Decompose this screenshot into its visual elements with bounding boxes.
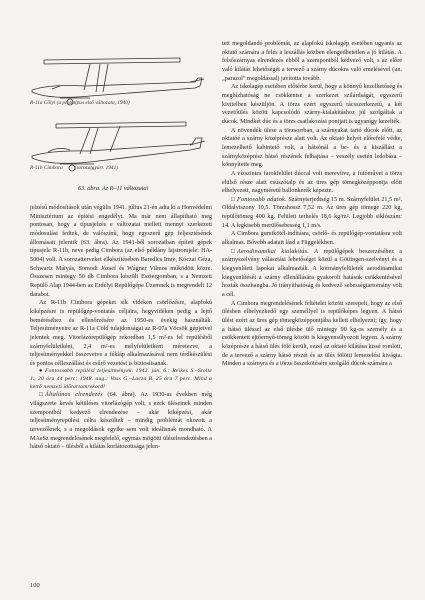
glider-r11a-drawing (32, 58, 204, 105)
right-paragraph-5: □ Fontosabb adatok. Szárnyterjedtség 15 m. Szárnyfelület 21,5 m². Oldalviszony 10,5. Törzshossz 7,52 m. Az üres gép tömege 220 kg, repülőtömeg 400 kg. Felületi terhelés 18,6 kg/m². Legjobb siklószám: 14. A legkisebb merülősebesség 1,1 m/s. (222, 196, 402, 229)
glider-drawings (30, 44, 210, 184)
page-number: 100 (30, 582, 40, 589)
right-column (222, 40, 402, 369)
left-paragraph-1: jelzésű módosítások után végülis 1941. július 21-én adta ki a Honvédelmi Minisztérium az építési engedélyt. Ma már nem állapítható meg pontosan, hogy a típusjelzés e változatai mellett mennyi szerkezeti módosulást fedtek, de valószínű, hogy egyszerű gép feljesztésének állomásait jelentik (63. ábra). Az 1941-ből sorozatban épített gépek típusjele R-11b, neve pedig Cimbora (az első példány lajstromjele: HA-5004) volt. A sorozatterveket elkészítésében Baredics Imre, Kóczai Géza, Schwartz Mátyás, Somodi József és Wágner Vilmos működött közre. Összesen mintegy 50 db Cimbora készült Esztergomban, s a Nemzeti Repülő Alap 1944-ben az Erdélyi Repülőgépe Üzemnek is megrendelt 12 darabot. (30, 205, 212, 298)
section-title-general-layout: Általános elrendezés (45, 392, 103, 399)
right-paragraph-2: Az iskolagép esetében előtérbe kerül, hogy a könnyű kezelhetőség és megbízhatóság ne csökkentse a szerkezet szilárdságát, egyszerű kivitelben készüljön. A törzs ezért egyszerű rácsszerkezetű, a két vezetőülés között kapcsolódó szárny-kialakításhoz jól szolgáltak a dúcok. Mindkét dúc és a törzs csatlakozási pontjait is ugyanígy kezelték. (222, 84, 402, 125)
left-column (30, 204, 212, 452)
left-paragraph-2: Az R-11b Cimbora gépeket sík vidéken csörlőzésre, alapfokú kiképzésre is repülőgép-vontatás céljaira, hegyvidéken pedig a lejtő beméréséhez és ellenőrzésére az 1950-es évekig használták. Teljesítményeire az R-11a Cöld tulajdonságai az R-07a Vöcsök gépjeivel jelentek meg. Vitorlázórepülőgép rekordban 1,5 m²-es fel repülésből szárnyfelületként, 2,4 m²-es mélyfelületként méretezve, a teljesítményekkel összevetve a fékláp alkalmazásával nem térdkészülési és pontos célleszállást és csűrő vezetést is biztosítsanak. (30, 300, 212, 367)
records-note: ● Fontossabb repülési teljesítmények. 1942. jún. 6.: Reikes S.–Stolte J., 20 óra 44 perc; 1948. aug.: Vass G.–Lacza B. 25 óra 7 perc. Mind a kettő nemzeti időtartamrekord! (30, 368, 212, 390)
right-paragraph-3: A növendék ülése a törzsorrban, a szárnyakat tartó dúcok előtt, az oktatóé a szárny középrésze alatt volt. Az oktató helyét előrefelé védte, lemezelhető kabintető volt, a hátsónál a be- és a kiszállást a szárnyközéprész hátsó részének felhajtása – veszély esetén ledobása – könnyítette meg. (222, 127, 402, 169)
plane2-note: (sorozatgyárt. 1941) (74, 165, 118, 171)
glider-variants-figure (30, 44, 210, 194)
plane1-label: R-11a Cőlyi (a prototípus első változata, 1940) (30, 100, 130, 106)
right-paragraph-6: A Cimbora gumikötél-indításra, csörlő- és repülőgép-vontatásra volt alkalmas. Bővebb adatait lásd a Függelékben. (222, 231, 402, 247)
left-paragraph-3: □ Általános elrendezés (64. ábra). Az 1930-as években még világszerte kevés kétüléses vitorlázógép volt, s ezek üléseinek minden szempontból kedvező elrendezése – akár kiképzési, akár teljesítményrepülési célra készültek – mindig problémát okozott a tervezőknek, s a megoldások egyike sem volt ideálisnak mondható. A MAeSz megrendelésének megfelelő, egymás mögötti üléselrendezésben a hátsó oktató – ülésből a kilátás korlátozottsága jelen- (30, 392, 212, 451)
square-bullet-icon: □ (231, 196, 235, 203)
right-paragraph-4: A vízszintes farokfelület dúccal volt merevítve, a futóművet a törzs elülső része alatt csúszótalp és az üres gép tömegközéppontja előtt elhelyezett, nagyméretű ballonkerék képezte. (222, 170, 402, 195)
plane2-label: R-11b Cimbora (sorozatgyárt. 1941) (30, 165, 118, 171)
plane1-note: (a prototípus első változata, 1940) (56, 100, 130, 106)
section-title-key-data: Fontosabb adatok. (237, 196, 287, 203)
square-bullet-icon: □ (231, 248, 235, 255)
bullet-icon: ● (39, 368, 43, 375)
right-paragraph-8: A Cimbora megrendelésének feltételei között szerepelt, hogy az első ülésben elhelyezkedő egy személlyel is repülőképes legyen. A hátsó ülést ezért az üres gép tömegközéppontjába kellett elhelyezni; így, hogy a hátsó üléssel az első ülésbe ülő mintegy 90 kg-os személy és a csökkentett ejtőernyő-tömeg között is kiegyensúlyozott legyen. A szárny középrésze a hátsó ülés fölé került, ezzel az oktató kilátása kissé romlott, de a tervező a szárny hátsó részét és az ülés fölötti lemezelést kivágta. Minden a szárnyra és a törzs összekötésére szolgáló dúcok számára a (222, 300, 402, 368)
right-paragraph-1: tett megoldandó problémát, az alapfokú iskolagép esetében ugyanis az oktató számára a felés a leszállás közben elengedhetetlen a jó kilátás. A felsőszárnyas elrendezés ebből a szempontból kedvező volt, s az előre való kilátás lehetőségét a tervező a szárny dúcokra való emelésével (un. „parazol” megoldással) javította tovább. (222, 41, 402, 82)
square-bullet-icon: □ (39, 392, 43, 399)
figure-caption: 63. ábra. Az R–11 változatai (78, 185, 149, 192)
right-paragraph-7: □ Aerodinamikai kialakítás. A repülőgépek beszerzéséhez a szárnyszelvény választási lehetőségei közül a Göttingen-szelvényt és a kiegyenlített lapokat alkalmazták. A kormányfelületek aerodinamikai kiegyenlítését a szárny ellenállására gyakorolt hatásuk csökkentésével hozták összhangba. Jó irányíthatóság és kedvező sebességtartomány volt a cél. (222, 248, 402, 299)
glider-r11b-drawing (32, 122, 205, 171)
section-title-aerodynamics: Aerodinamikai kialakítás. (237, 248, 310, 255)
